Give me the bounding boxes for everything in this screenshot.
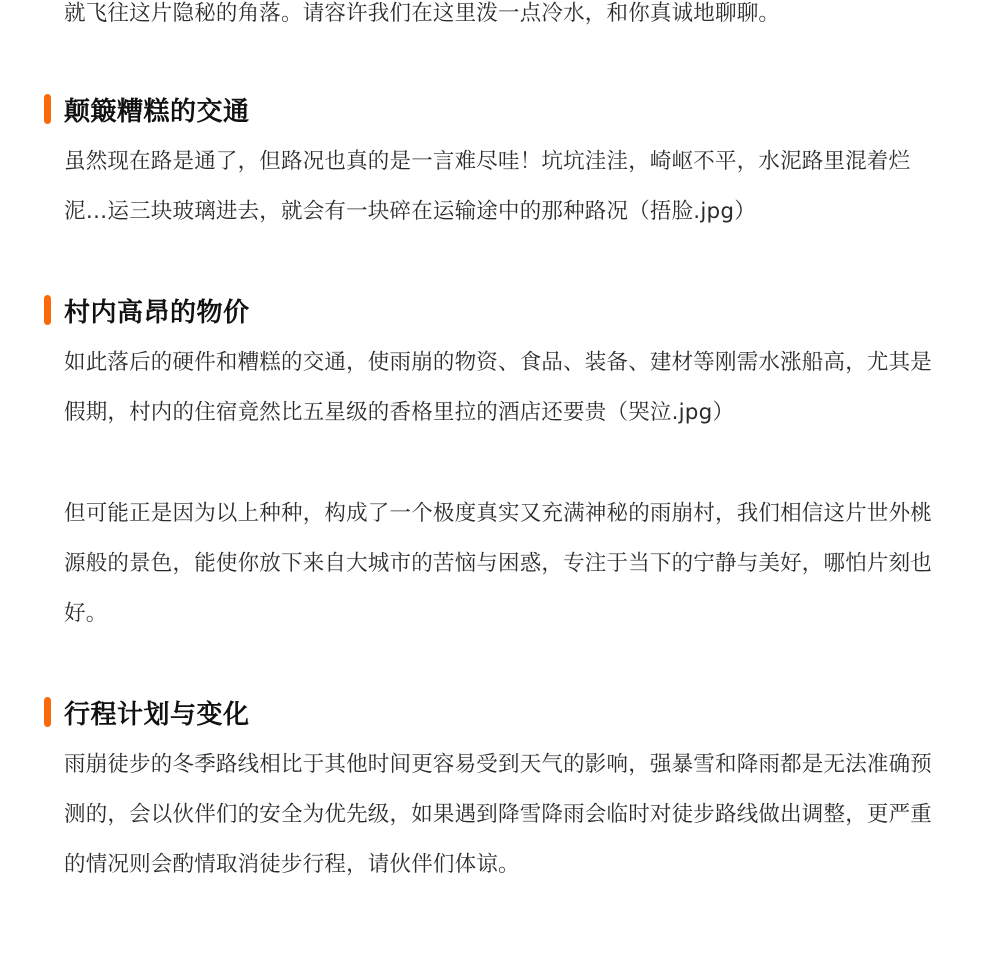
section-paragraph-itinerary: 雨崩徒步的冬季路线相比于其他时间更容易受到天气的影响，强暴雪和降雨都是无法准确预测的，会以伙伴们的安全为优先级，如果遇到降雪降雨会临时对徒步路线做出调整，更严重的情况则会酌情取消徒步行程，请伙伴们体谅。 (64, 752, 933, 877)
heading-text: 行程计划与变化 (64, 699, 250, 730)
section-paragraph-prices: 如此落后的硬件和糟糕的交通，使雨崩的物资、食品、装备、建材等刚需水涨船高，尤其是假期，村内的住宿竟然比五星级的香格里拉的酒店还要贵（哭泣.jpg） (64, 350, 933, 425)
section-paragraph-traffic: 虽然现在路是通了，但路况也真的是一言难尽哇！坑坑洼洼，崎岖不平，水泥路里混着烂泥…运三块玻璃进去，就会有一块碎在运输途中的那种路况（捂脸.jpg） (64, 149, 911, 224)
heading-accent-bar (44, 697, 51, 727)
heading-accent-bar (44, 295, 51, 325)
section-heading-traffic (44, 91, 250, 127)
section-heading-itinerary (44, 694, 250, 730)
section-heading-prices (44, 292, 250, 328)
heading-text: 村内高昂的物价 (64, 297, 250, 328)
heading-accent-bar (44, 94, 51, 124)
intro-paragraph: 就飞往这片隐秘的角落。请容许我们在这里泼一点冷水，和你真诚地聊聊。 (64, 1, 781, 26)
closing-paragraph: 但可能正是因为以上种种，构成了一个极度真实又充满神秘的雨崩村，我们相信这片世外桃源般的景色，能使你放下来自大城市的苦恼与困惑，专注于当下的宁静与美好，哪怕片刻也好。 (64, 501, 933, 626)
heading-text: 颠簸糟糕的交通 (64, 96, 250, 127)
